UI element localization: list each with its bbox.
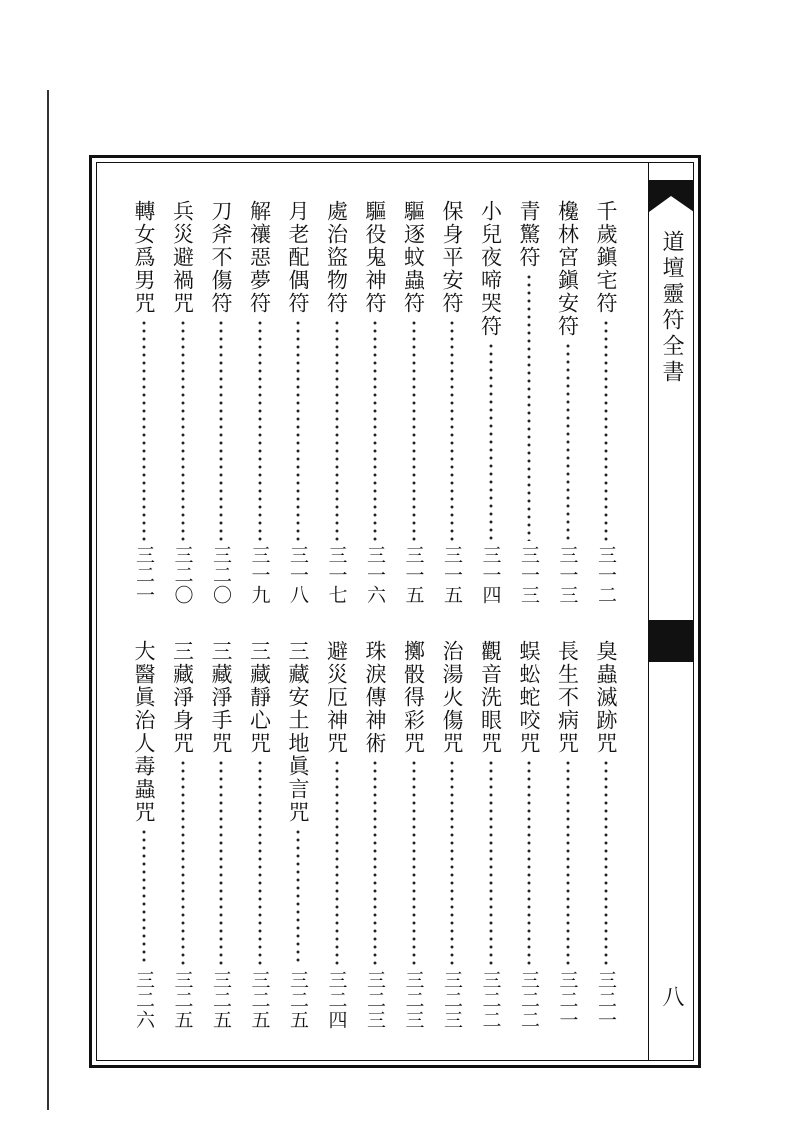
toc-entry-page: 三二五 [171,970,194,1030]
toc-entry-page: 三二六 [133,970,155,1030]
toc-entry-page: 三二一 [133,545,155,605]
dot-leader [218,319,224,541]
toc-entry-page: 三一三 [556,545,579,605]
toc-entry[interactable] [207,200,235,605]
toc-entry-title: 青驚符 [517,200,541,269]
toc-entry-page: 三二一 [556,970,579,1030]
toc-entry[interactable] [246,640,274,1030]
toc-entry-page: 三一二 [595,545,617,605]
toc-entry[interactable] [554,640,582,1030]
toc-entry-title: 處治盜物符 [324,200,349,315]
toc-entry[interactable] [592,640,620,1030]
dot-leader [141,828,147,966]
toc-entry-title: 千歲鎭宅符 [594,200,618,315]
toc-entry[interactable] [169,200,197,605]
dot-leader [257,319,263,541]
toc-section-bottom [130,640,620,1030]
toc-entry[interactable] [323,640,351,1030]
toc-entry-page: 三二一 [595,970,617,1030]
toc-entry-page: 三二四 [325,970,348,1030]
toc-entry-title: 避災厄神咒 [324,640,349,755]
toc-entry-title: 欃林宮鎭安符 [555,200,580,338]
toc-section-top [130,200,620,605]
toc-entry[interactable] [246,200,274,605]
dot-leader [488,342,494,541]
toc-entry[interactable] [438,640,466,1030]
toc-entry-title: 蜈蚣蛇咬咒 [517,640,541,755]
dot-leader [257,759,263,966]
toc-entry[interactable] [207,640,235,1030]
toc-entry-title: 月老配偶符 [286,200,310,315]
toc-entry-title: 大醫眞治人毒蟲咒 [132,640,156,824]
toc-entry-title: 臭蟲滅跡咒 [594,640,618,755]
toc-entry-title: 三藏安土地眞言咒 [286,640,310,824]
toc-entry[interactable] [361,200,389,605]
toc-entry-page: 三一五 [402,545,425,605]
toc-entry-title: 擲骰得彩咒 [401,640,426,755]
toc-entry-title: 解禳惡夢符 [247,200,272,315]
toc-entry-page: 三二〇 [210,545,232,605]
toc-entry[interactable] [515,200,543,605]
toc-entry[interactable] [515,640,543,1030]
dot-leader [141,319,147,541]
dot-leader [565,342,571,541]
dot-leader [603,759,609,966]
dot-leader [218,759,224,966]
fishtail-mid-ornament [649,620,694,662]
toc-entry-page: 三一九 [248,545,271,605]
toc-entry[interactable] [592,200,620,605]
dot-leader [449,759,455,966]
page-number: 八 [659,985,684,1007]
book-title: 道壇靈符全書 [659,230,684,386]
toc-entry-page: 三二五 [210,970,232,1030]
toc-entry-page: 三二五 [248,970,271,1030]
dot-leader [372,319,378,541]
toc-entry-title: 三藏淨身咒 [170,640,195,755]
toc-entry-page: 三二三 [364,970,386,1030]
fishtail-top-ornament [649,180,694,212]
toc-entry[interactable] [361,640,389,1030]
toc-entry-page: 三二〇 [171,545,194,605]
toc-entry-page: 三一四 [479,545,502,605]
margin-column-rule [648,162,649,1061]
dot-leader [295,828,301,966]
toc-entry[interactable] [323,200,351,605]
dot-leader [449,319,455,541]
toc-entry-page: 三一七 [325,545,348,605]
toc-entry-title: 驅逐蚊蟲符 [401,200,426,315]
toc-entry[interactable] [284,200,312,605]
toc-entry-page: 三二三 [402,970,425,1030]
toc-entry-title: 三藏靜心咒 [247,640,272,755]
toc-entry[interactable] [477,640,505,1030]
toc-entry[interactable] [438,200,466,605]
toc-entry-title: 治湯火傷咒 [440,640,464,755]
toc-entry-page: 三二五 [287,970,309,1030]
dot-leader [411,319,417,541]
toc-entry-title: 驅役鬼神符 [363,200,387,315]
toc-entry[interactable] [130,640,158,1030]
toc-entry-title: 觀音洗眼咒 [478,640,503,755]
toc-entry-page: 三二二 [479,970,502,1030]
toc-entry-title: 小兒夜啼哭符 [478,200,503,338]
toc-entry[interactable] [169,640,197,1030]
toc-entry-title: 長生不病咒 [555,640,580,755]
dot-leader [372,759,378,966]
toc-entry-page: 三二三 [441,970,463,1030]
dot-leader [180,759,186,966]
toc-entry-page: 三一八 [287,545,309,605]
dot-leader [334,319,340,541]
toc-entry-title: 刀斧不傷符 [209,200,233,315]
toc-entry[interactable] [130,200,158,605]
toc-entry-title: 兵災避禍咒 [170,200,195,315]
toc-entry-page: 三一六 [364,545,386,605]
toc-entry-page: 三二二 [518,970,540,1030]
scan-edge-line [47,90,49,1110]
toc-entry-title: 轉女爲男咒 [132,200,156,315]
dot-leader [526,273,532,541]
toc-entry-title: 珠淚傳神術 [363,640,387,755]
toc-entry-title: 三藏淨手咒 [209,640,233,755]
toc-entry-page: 三一五 [441,545,463,605]
toc-entry[interactable] [554,200,582,605]
toc-entry[interactable] [477,200,505,605]
toc-entry-page: 三一三 [518,545,540,605]
dot-leader [526,759,532,966]
toc-entry[interactable] [284,640,312,1030]
dot-leader [334,759,340,966]
dot-leader [488,759,494,966]
dot-leader [295,319,301,541]
dot-leader [180,319,186,541]
toc-entry[interactable] [400,200,428,605]
toc-entry[interactable] [400,640,428,1030]
dot-leader [603,319,609,541]
dot-leader [411,759,417,966]
dot-leader [565,759,571,966]
toc-entry-title: 保身平安符 [440,200,464,315]
